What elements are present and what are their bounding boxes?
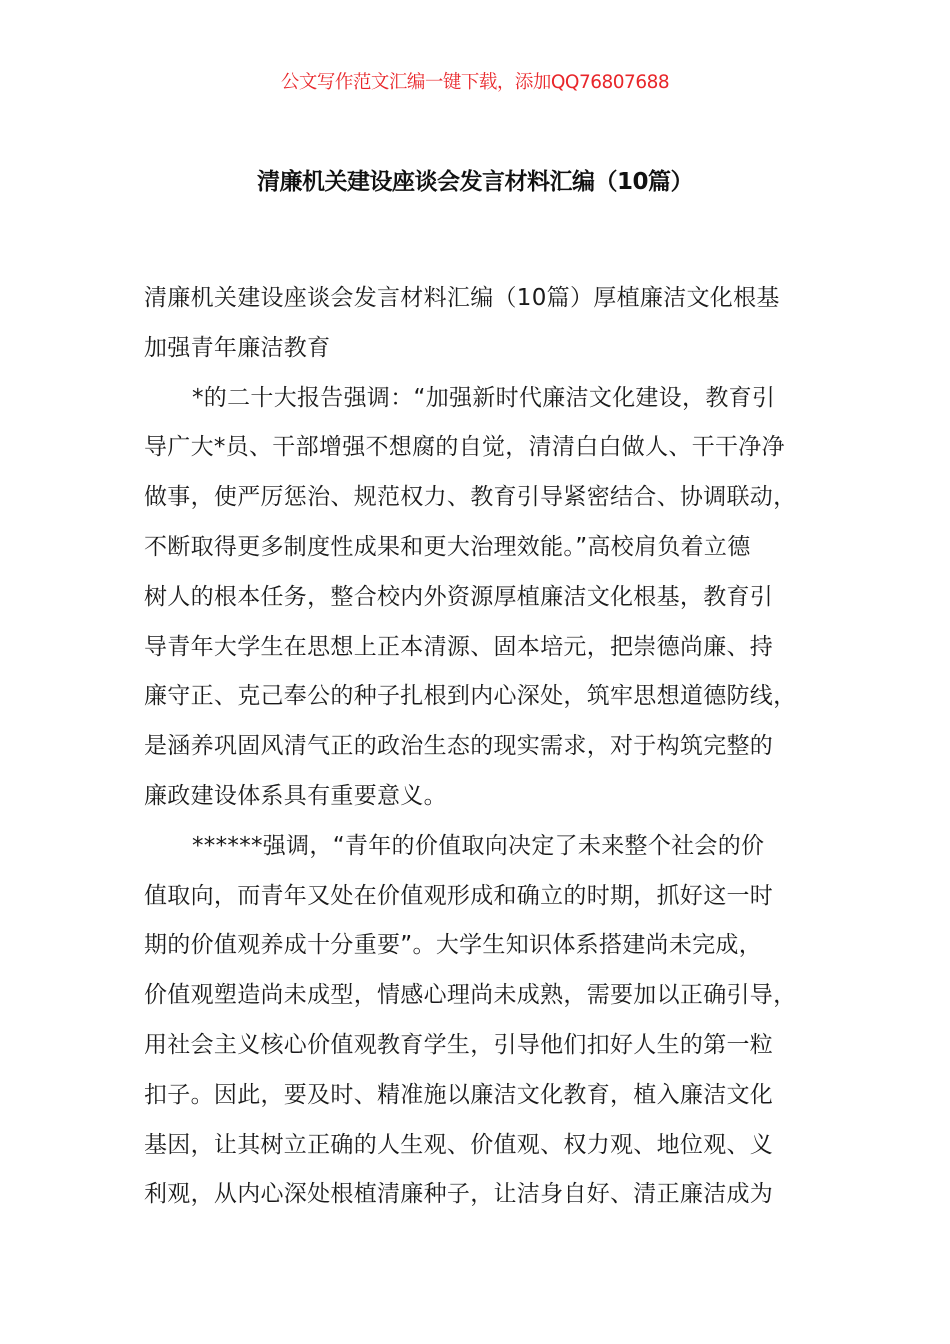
paragraph-line: 做事，使严厉惩治、规范权力、教育引导紧密结合、协调联动， <box>144 484 797 511</box>
paragraph-line: 廉政建设体系具有重要意义。 <box>144 782 447 809</box>
paragraph-line: 价值观塑造尚未成型，情感心理尚未成熟，需要加以正确引导， <box>144 982 797 1009</box>
paragraph-line: 廉守正、克己奉公的种子扎根到内心深处，筑牢思想道德防线， <box>144 683 797 710</box>
subtitle-line: 清廉机关建设座谈会发言材料汇编（10篇）厚植廉洁文化根基 <box>144 285 780 311</box>
paragraph-line: 扣子。因此，要及时、精准施以廉洁文化教育，植入廉洁文化 <box>144 1081 774 1108</box>
paragraph-line: 值取向，而青年又处在价值观形成和确立的时期，抓好这一时 <box>144 882 774 909</box>
paragraph-line: 期的价值观养成十分重要”。大学生知识体系搭建尚未完成， <box>144 932 763 959</box>
subtitle-line: 加强青年廉洁教育 <box>144 334 331 361</box>
paragraph-line: 导青年大学生在思想上正本清源、固本培元，把崇德尚廉、持 <box>144 633 774 660</box>
paragraph-line: 导广大*员、干部增强不想腐的自觉，清清白白做人、干干净净 <box>144 434 785 461</box>
paragraph-line: 基因，让其树立正确的人生观、价值观、权力观、地位观、义 <box>144 1131 774 1158</box>
paragraph-line: 不断取得更多制度性成果和更大治理效能。”高校肩负着立德 <box>144 533 751 560</box>
paragraph-line: 利观，从内心深处根植清廉种子，让洁身自好、清正廉洁成为 <box>144 1181 774 1208</box>
paragraph-line: 用社会主义核心价值观教育学生，引导他们扣好人生的第一粒 <box>144 1031 774 1058</box>
document-title: 清廉机关建设座谈会发言材料汇编（10篇） <box>256 169 693 195</box>
paragraph-line: ******强调，“青年的价值取向决定了未来整个社会的价 <box>192 832 765 859</box>
download-banner: 公文写作范文汇编一键下载，添加QQ76807688 <box>280 72 670 93</box>
paragraph-line: *的二十大报告强调：“加强新时代廉洁文化建设，教育引 <box>192 384 776 411</box>
document-body <box>144 283 844 1229</box>
paragraph-line: 是涵养巩固风清气正的政治生态的现实需求，对于构筑完整的 <box>144 733 774 760</box>
paragraph-line: 树人的根本任务，整合校内外资源厚植廉洁文化根基，教育引 <box>144 583 774 610</box>
